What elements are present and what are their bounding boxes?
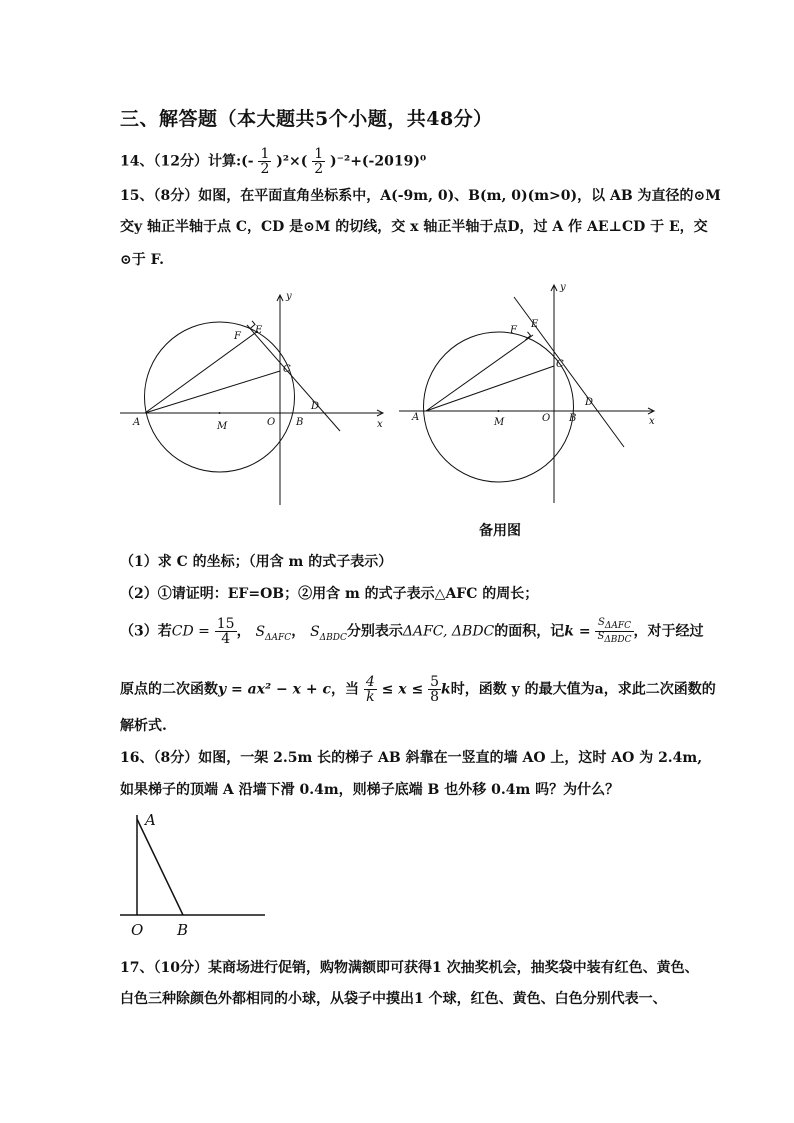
q14-head: 14、（12分）计算:(- <box>120 153 254 170</box>
fig2-label-F: F <box>510 325 517 336</box>
q15-line3: ⊙于 F. <box>120 252 165 268</box>
fig1-label-E: E <box>255 325 263 336</box>
fig2-label-D: D <box>585 397 594 408</box>
q16-line2: 如果梯子的顶端 A 沿墙下滑 0.4m，则梯子底端 B 也外移 0.4m 吗？为什么？ <box>120 782 620 798</box>
fig2-label-M: M <box>494 417 505 428</box>
q15-sub3-text-c: 的面积，记 <box>494 623 565 640</box>
fig2-label-E: E <box>531 319 539 330</box>
figure-circle-main <box>115 285 390 510</box>
ladder-label-B: B <box>177 921 189 939</box>
figure-circle-spare <box>394 280 669 505</box>
q15-sub3-line2 <box>120 675 716 704</box>
fig2-label-B: B <box>569 413 577 424</box>
fig1-label-F: F <box>234 331 241 342</box>
q15-sub3-prefix: （3）若 <box>120 623 172 640</box>
fig1-label-x: x <box>377 419 383 430</box>
q15-sub3-k: k = <box>564 623 591 640</box>
q15-sub3-ineq-frac1: $\frac{4}{k}$ <box>365 674 375 705</box>
fig2-label-A: A <box>412 412 420 423</box>
spare-figure-caption: 备用图 <box>479 523 521 539</box>
q15-sub3-k-frac: $\frac{S_{\Delta AFC}}{S_{\Delta BDC}}$ <box>597 617 632 645</box>
q15-sub3-text-e: 原点的二次函数 <box>120 681 218 698</box>
q15-sub3-line3: 解析式. <box>120 718 167 734</box>
q14-mid: )²×( <box>276 153 308 170</box>
ladder-label-O: O <box>131 921 144 939</box>
q14-tail: )⁻²+(-2019)⁰ <box>330 153 427 170</box>
q14-frac2: $\frac{1}{2}$ <box>314 146 324 177</box>
fig1-label-C: C <box>283 364 291 375</box>
q15-sub3-s1: $S_{\Delta AFC}$ <box>255 623 292 643</box>
fig1-label-O: O <box>267 417 276 428</box>
fig1-label-M: M <box>217 421 228 432</box>
q15-sub3-text-f: ，当 <box>331 681 359 698</box>
q15-sub3-function: y = ax² − x + c <box>218 681 331 698</box>
q15-sub3-ineq-k: k <box>441 681 451 698</box>
q17-line2: 白色三种除颜色外都相同的小球，从袋子中摸出1 个球，红色、黄色、白色分别代表一、 <box>120 991 667 1007</box>
q15-sub3-s2: $S_{\Delta BDC}$ <box>310 623 347 643</box>
q15-sub3-ineq-frac2: $\frac{5}{8}$ <box>430 674 440 705</box>
section-title: 三、解答题（本大题共5个小题，共48分） <box>120 108 493 130</box>
q16-line1: 16、（8分）如图，一架 2.5m 长的梯子 AB 斜靠在一竖直的墙 AO 上，这时 AO 为 2.4m, <box>120 750 703 766</box>
fig1-label-A: A <box>133 417 141 428</box>
q14-frac1: $\frac{1}{2}$ <box>260 146 270 177</box>
q15-sub3-text-b: 分别表示 <box>346 623 403 640</box>
q15-sub1: （1）求 C 的坐标；（用含 m 的式子表示） <box>120 554 393 570</box>
fig1-label-y: y <box>286 291 292 302</box>
fig2-label-y: y <box>560 282 566 293</box>
fig2-label-O: O <box>542 413 551 424</box>
figure-ladder <box>115 805 275 940</box>
q15-sub3-line1: （3）若CD = $\frac{15}{4}$ ， $S_{\Delta AFC}$， $S_{\Delta BDC}$分别表示ΔAFC, ΔBDC的面积，记k = $\frac{S_{\Delta AFC}}{S_{\Delta BDC}}$ ，对于经过 <box>120 616 704 647</box>
q15-sub3-cd: CD = <box>171 623 210 640</box>
q15-sub3-cd-frac: $\frac{15}{4}$ <box>216 616 235 647</box>
q15-sub3-ineq-mid: ≤ x ≤ <box>381 681 424 698</box>
q15-line1: 15、（8分）如图，在平面直角坐标系中，A(-9m, 0)、B(m, 0)(m>0)，以 AB 为直径的⊙M <box>120 188 721 204</box>
q17-line1: 17、（10分）某商场进行促销，购物满额即可获得1 次抽奖机会，抽奖袋中装有红色、黄色、 <box>120 960 699 976</box>
fig2-label-C: C <box>556 359 564 370</box>
q15-sub2: （2）①请证明：EF=OB；②用含 m 的式子表示△AFC 的周长； <box>120 586 539 602</box>
fig1-label-B: B <box>296 417 304 428</box>
q15-sub3-text-d: ，对于经过 <box>633 623 704 640</box>
ladder-label-A: A <box>145 811 156 829</box>
q15-sub3-text-g: 时，函数 y 的最大值为a，求此二次函数的 <box>450 681 716 698</box>
q15-line2: 交y 轴正半轴于点 C，CD 是⊙M 的切线，交 x 轴正半轴于点D，过 A 作 AE⊥CD 于 E，交 <box>120 219 708 235</box>
q15-sub3-triangles: ΔAFC, ΔBDC <box>402 623 495 640</box>
fig1-label-D: D <box>311 401 320 412</box>
fig2-label-x: x <box>649 416 655 427</box>
q14-expression <box>120 147 426 176</box>
